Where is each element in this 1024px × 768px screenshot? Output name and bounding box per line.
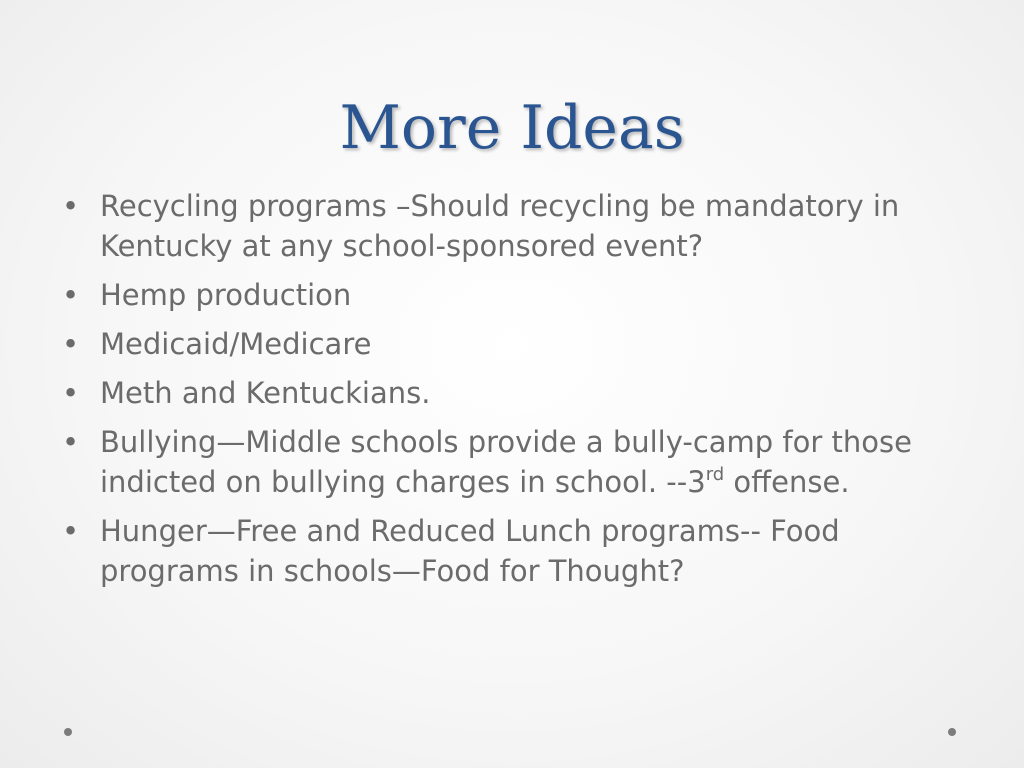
slide-title: More Ideas	[339, 93, 685, 163]
bullet-text-tail: offense.	[724, 465, 850, 499]
bullet-icon: •	[62, 514, 80, 548]
bullet-text: Meth and Kentuckians.	[100, 376, 431, 410]
ordinal-superscript: rd	[705, 464, 725, 485]
decor-dot-left-icon	[64, 728, 72, 736]
list-item	[60, 324, 970, 364]
bullet-icon: •	[62, 376, 80, 410]
bullet-icon: •	[62, 327, 80, 361]
list-item	[60, 511, 970, 591]
bullet-text: Medicaid/Medicare	[100, 327, 372, 361]
bullet-icon: •	[62, 425, 80, 459]
decor-dot-right-icon	[948, 728, 956, 736]
bullet-icon: •	[62, 278, 80, 312]
bullet-text: Hemp production	[100, 278, 352, 312]
bullet-list	[60, 186, 970, 600]
list-item	[60, 186, 970, 266]
list-item	[60, 373, 970, 413]
bullet-text: Bullying—Middle schools provide a bully-camp for those indicted on bullying charges in school. --3	[100, 425, 912, 499]
list-item	[60, 422, 970, 502]
bullet-icon: •	[62, 189, 80, 223]
bullet-text: Hunger—Free and Reduced Lunch programs-- Food programs in schools—Food for Thought?	[100, 514, 840, 588]
list-item	[60, 275, 970, 315]
bullet-text: Recycling programs –Should recycling be mandatory in Kentucky at any school-sponsored event?	[100, 189, 900, 263]
